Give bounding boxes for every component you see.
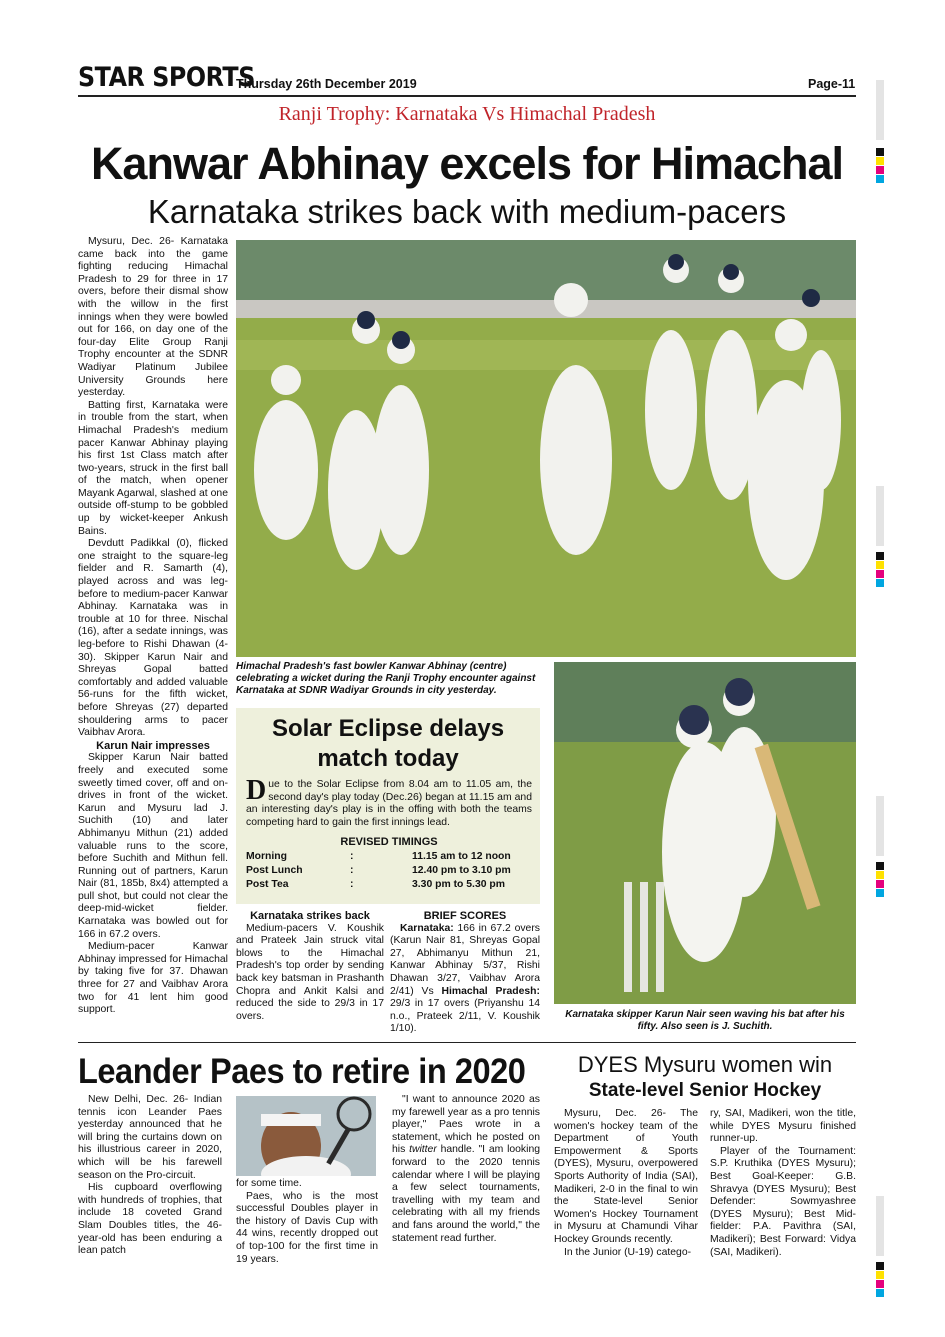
timing-time: 12.40 pm to 3.10 pm [412,865,511,876]
registration-mark-yellow [876,561,884,569]
dyes-headline-1: DYES Mysuru women win [577,1052,833,1077]
eclipse-title-line1: Solar Eclipse delays [271,715,505,742]
timing-row [246,878,532,892]
karun-nair-photo [554,662,856,1004]
timing-time: 11.15 am to 12 noon [412,851,511,862]
registration-strip [876,80,884,140]
strikes-back-column [236,910,384,1023]
score-text-karnataka: 166 in 67.2 overs (Karun Nair 81, Shreyas Gopal 27, Abhimanyu Mithun 21, Kanwar Abhinay 5/37, Rishi Dhawan 3/27, Vaibhav Arora 2/41) Vs [390,922,540,997]
main-para-5: Medium-pacer Kanwar Abhinay impressed for Himachal by taking five for 37. Dhawan three for 27 and Vaibhav Arora two for 41 lent him good support. [78,941,228,1016]
registration-mark-black [876,1262,884,1270]
dyes-headline-2: State-level Senior Hockey [588,1080,822,1101]
registration-mark-black [876,148,884,156]
leander-col3-b: handle. "I am looking forward to the 2020 tennis calendar where I will be playing a few select tournaments, travelling with my team and celebrating with all my friends and fans around the world," the statement read further. [392,1144,540,1244]
dyes-col-2 [710,1108,856,1259]
dyes-para-4: Player of the Tournament: S.P. Kruthika (DYES Mysuru); Best Goal-Keeper: G.B. Shravya (DYES Mysuru); Best Defender: Sowmyashree (DYES Mysuru); Best Mid-fielder: P.A. Pavithra (SAI, Madikeri); Best Forward: Vidya (SAI, Madikeri). [710,1145,856,1258]
main-para-1: Mysuru, Dec. 26- Karnataka came back into the game fighting reducing Himachal Pradesh to 29 for three in 17 overs, before their dismal show with the willow in the first innings when they were bowled out for 166, on day one of the four-day Elite Group Ranji Trophy encounter at the SDNR Wadiyar Platinum Jubilee University Grounds here yesterday. [78,236,228,399]
brief-scores-column [390,910,540,1036]
karun-subhead: Karun Nair impresses [96,739,210,752]
registration-mark-yellow [876,157,884,165]
dyes-para-1: Mysuru, Dec. 26- The women's hockey team of the Department of Youth Empowerment & Sports (DYES), Mysuru, overpowered Sports Authority of India (SAI), Madikeri, 2-0 in the final to win the State-level Senior Women's Hockey Tournament in Mysuru at Chamundi Vihar Hockey Grounds recently. [554,1108,698,1245]
masthead-rule [78,95,856,97]
score-label-himachal: Himachal Pradesh: [441,985,540,997]
main-headline: Kanwar Abhinay excels for Himachal [90,138,844,189]
leander-photo-art [236,1096,376,1176]
issue-date: Thursday 26th December 2019 [236,77,417,91]
timing-sep: : [350,865,354,876]
dyes-para-3: ry, SAI, Madikeri, won the title, while DYES Mysuru finished runner-up. [710,1108,856,1145]
registration-mark-cyan [876,175,884,183]
celebration-photo [236,240,856,657]
registration-strip [876,796,884,856]
eclipse-dropcap: D [246,775,267,806]
strikes-back-text: Medium-pacers V. Koushik and Prateek Jain struck vital blows to the Himachal Pradesh's top order by sending back key batsman in Prashanth Chopra and Ankit Kalsi and reduced the side to 29/3 in 17 overs. [236,922,384,1022]
timing-session: Post Tea [246,879,289,890]
registration-mark-black [876,862,884,870]
registration-mark-magenta [876,880,884,888]
registration-mark-yellow [876,871,884,879]
registration-mark-magenta [876,570,884,578]
score-text-himachal: 29/3 in 17 overs (Priyanshu 14 n.o., Prateek 2/11, V. Koushik 1/10). [390,998,540,1035]
leander-col2-para: Paes, who is the most successful Doubles player in the history of Davis Cup with 44 wins, recently dropped out of top-100 for the first time in 19 years. [236,1190,378,1265]
registration-mark-black [876,552,884,560]
registration-mark-cyan [876,579,884,587]
registration-mark-cyan [876,1289,884,1297]
revised-timings [246,836,532,892]
timings-title: REVISED TIMINGS [340,836,438,848]
eclipse-text: ue to the Solar Eclipse from 8.04 am to 11.05 am, the second day's play today (Dec.26) began at 11.15 am and an interesting day's play is in the offing with both the teams competing hard to gain the first innings lead. [246,779,532,828]
leander-para-2: His cupboard overflowing with hundreds of trophies, that include 18 coveted Grand Slam Doubles titles, the 46-year-old has been enduring a lean patch [78,1182,222,1257]
dyes-para-2: In the Junior (U-19) catego- [564,1246,692,1258]
main-para-2: Batting first, Karnataka were in trouble from the start, when Himachal Pradesh's medium pacer Kanwar Abhinay playing his first 1st Class match after two-years, struck in the first ball of the match, when opener Mayank Agarwal, slashed at one outside off-stump to be gobbled up by wicket-keeper Ankush Bains. [78,399,228,537]
dyes-col-1 [554,1108,698,1259]
leander-col-2 [236,1178,378,1266]
leander-headline: Leander Paes to retire in 2020 [78,1052,526,1091]
leander-col-1 [78,1094,222,1258]
page-number: Page-11 [808,77,856,91]
leander-col3-twitter: twitter [409,1144,437,1156]
timing-row [246,850,532,864]
leander-para-1: New Delhi, Dec. 26- Indian tennis icon Leander Paes yesterday announced that he will bring the curtains down on his illustrious career in 2020, which will be his farewell season on the Pro-circuit. [78,1094,222,1181]
registration-strip [876,486,884,546]
timing-sep: : [350,879,354,890]
registration-mark-magenta [876,1280,884,1288]
brief-scores-text [390,923,540,1036]
photo1-caption: Himachal Pradesh's fast bowler Kanwar Abhinay (centre) celebrating a wicket during the Ranji Trophy encounter against Karnataka at SDNR Wadiyar Grounds in city yesterday. [236,661,536,696]
leander-photo [236,1096,376,1176]
eclipse-box-title [236,714,540,774]
timing-row [246,864,532,878]
leander-col2-lead: for some time. [236,1178,302,1189]
brief-scores-title: BRIEF SCORES [423,910,507,922]
score-label-karnataka: Karnataka: [400,922,454,934]
timing-session: Post Lunch [246,865,303,876]
leander-col-3 [392,1094,540,1245]
timing-session: Morning [246,851,287,862]
photo2-caption: Karnataka skipper Karun Nair seen waving his bat after his fifty. Also seen is J. Suchith. [565,1009,845,1032]
main-para-4: Skipper Karun Nair batted freely and executed some sweetly timed cover, off and on-drives in front of the wicket. Karun and Mysuru lad J. Suchith (10) and later Abhimanyu Mithun (21) added valuable runs to the score, before Suchith and Mithun fell. Running out of partners, Karun Nair (81, 185b, 8x4) attempted a pull shot, but could not clear the deep-mid-wicket fielder. Karnataka was bowled out for 166 in 67.2 overs. [78,752,228,940]
karun-nair-photo-art [554,662,856,1004]
section-rule [78,1042,856,1043]
timing-sep: : [350,851,354,862]
celebration-photo-art [236,240,856,657]
leander-col3-a: "I want to announce 2020 as my farewell year as a pro tennis player," Paes wrote in a statement, which he posted on his [392,1094,540,1156]
registration-mark-yellow [876,1271,884,1279]
main-story-column [78,236,228,1017]
strikes-back-title: Karnataka strikes back [250,910,370,922]
registration-mark-magenta [876,166,884,174]
main-para-3: Devdutt Padikkal (0), flicked one straight to the square-leg fielder and R. Samarth (4), played across and was leg-before to medium-pacer Kanwar Abhinay. Karnataka was in trouble at 10 for three. Nischal (16), after a sedate innings, was leg-before to Rishi Dhawan (4-30). Skipper Karun Nair and Shreyas Gopal batted comfortably and added valuable 56-runs for the fifth wicket, before Shreyas (27) departed shouldering arms to pacer Vaibhav Arora. [78,538,228,739]
registration-strip [876,1196,884,1256]
eclipse-title-line2: match today [317,745,459,772]
leander-col3-para [392,1094,540,1245]
registration-mark-cyan [876,889,884,897]
masthead-title: STAR SPORTS [78,62,255,93]
eclipse-box-text [246,775,532,829]
timing-time: 3.30 pm to 5.30 pm [412,879,505,890]
story-kicker: Ranji Trophy: Karnataka Vs Himachal Pradesh [278,103,656,125]
main-subheadline: Karnataka strikes back with medium-pacers [147,193,787,230]
